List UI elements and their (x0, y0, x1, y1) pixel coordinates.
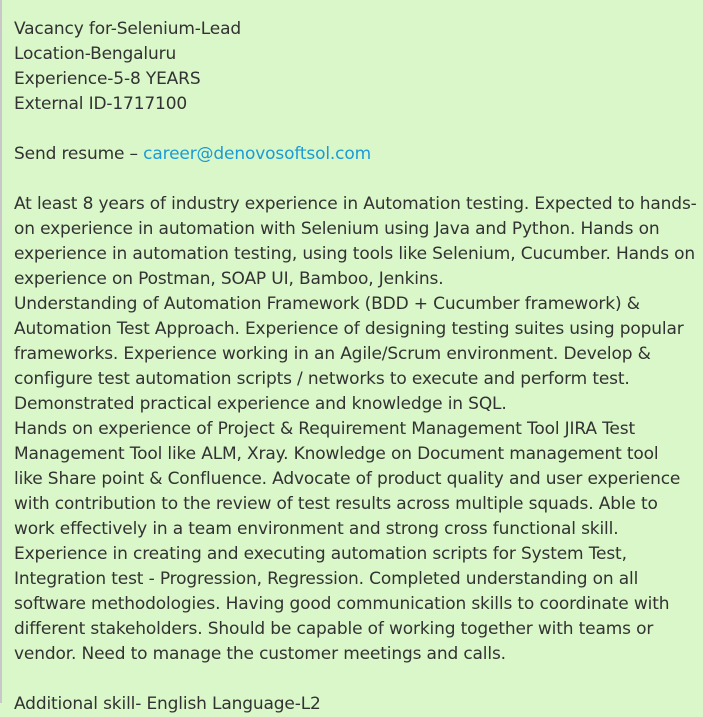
send-resume-line (14, 142, 702, 167)
spacer (14, 117, 702, 142)
description-line: with contribution to the review of test results across multiple squads. Able to (14, 494, 658, 514)
description-line: Management Tool like ALM, Xray. Knowledge on Document management tool (14, 444, 659, 464)
description-line: on experience in automation with Selenium using Java and Python. Hands on (14, 219, 660, 239)
description-line: experience on Postman, SOAP UI, Bamboo, Jenkins. (14, 269, 444, 289)
description-line: like Share point & Confluence. Advocate of product quality and user experience (14, 469, 681, 489)
description-line: Hands on experience of Project & Requirement Management Tool JIRA Test (14, 419, 635, 439)
description-line: At least 8 years of industry experience in Automation testing. Expected to hands- (14, 194, 697, 214)
location-line: Location-Bengaluru (14, 44, 177, 64)
job-header (14, 17, 702, 117)
description-line: software methodologies. Having good communication skills to coordinate with (14, 594, 670, 614)
description-line: Demonstrated practical experience and knowledge in SQL. (14, 394, 507, 414)
send-resume-row (14, 142, 702, 167)
description-line: experience in automation testing, using tools like Selenium, Cucumber. Hands on (14, 244, 696, 264)
job-post-content (14, 0, 702, 717)
send-resume-label: Send resume – (14, 144, 144, 164)
additional-skill-row (14, 692, 702, 717)
vacancy-line: Vacancy for-Selenium-Lead (14, 19, 241, 39)
spacer (14, 167, 702, 192)
resume-email-link[interactable]: career@denovosoftsol.com (143, 144, 372, 164)
description-line: different stakeholders. Should be capable of working together with teams or (14, 619, 654, 639)
description-line: Integration test - Progression, Regression. Completed understanding on all (14, 569, 639, 589)
description-line: Experience in creating and executing automation scripts for System Test, (14, 544, 627, 564)
cropped-top-line (14, 0, 702, 17)
experience-line: Experience-5-8 YEARS (14, 69, 201, 89)
description-line: frameworks. Experience working in an Agile/Scrum environment. Develop & (14, 344, 651, 364)
description-line: configure test automation scripts / networks to execute and perform test. (14, 369, 630, 389)
additional-skill-line: Additional skill- English Language-L2 (14, 694, 321, 714)
description-line: Understanding of Automation Framework (BDD + Cucumber framework) & (14, 294, 640, 314)
spacer (14, 667, 702, 692)
description-line: Automation Test Approach. Experience of designing testing suites using popular (14, 319, 684, 339)
description-line: work effectively in a team environment and strong cross functional skill. (14, 519, 619, 539)
description-line: vendor. Need to manage the customer meetings and calls. (14, 644, 506, 664)
external-id-line: External ID-1717100 (14, 94, 188, 114)
job-description (14, 192, 702, 667)
